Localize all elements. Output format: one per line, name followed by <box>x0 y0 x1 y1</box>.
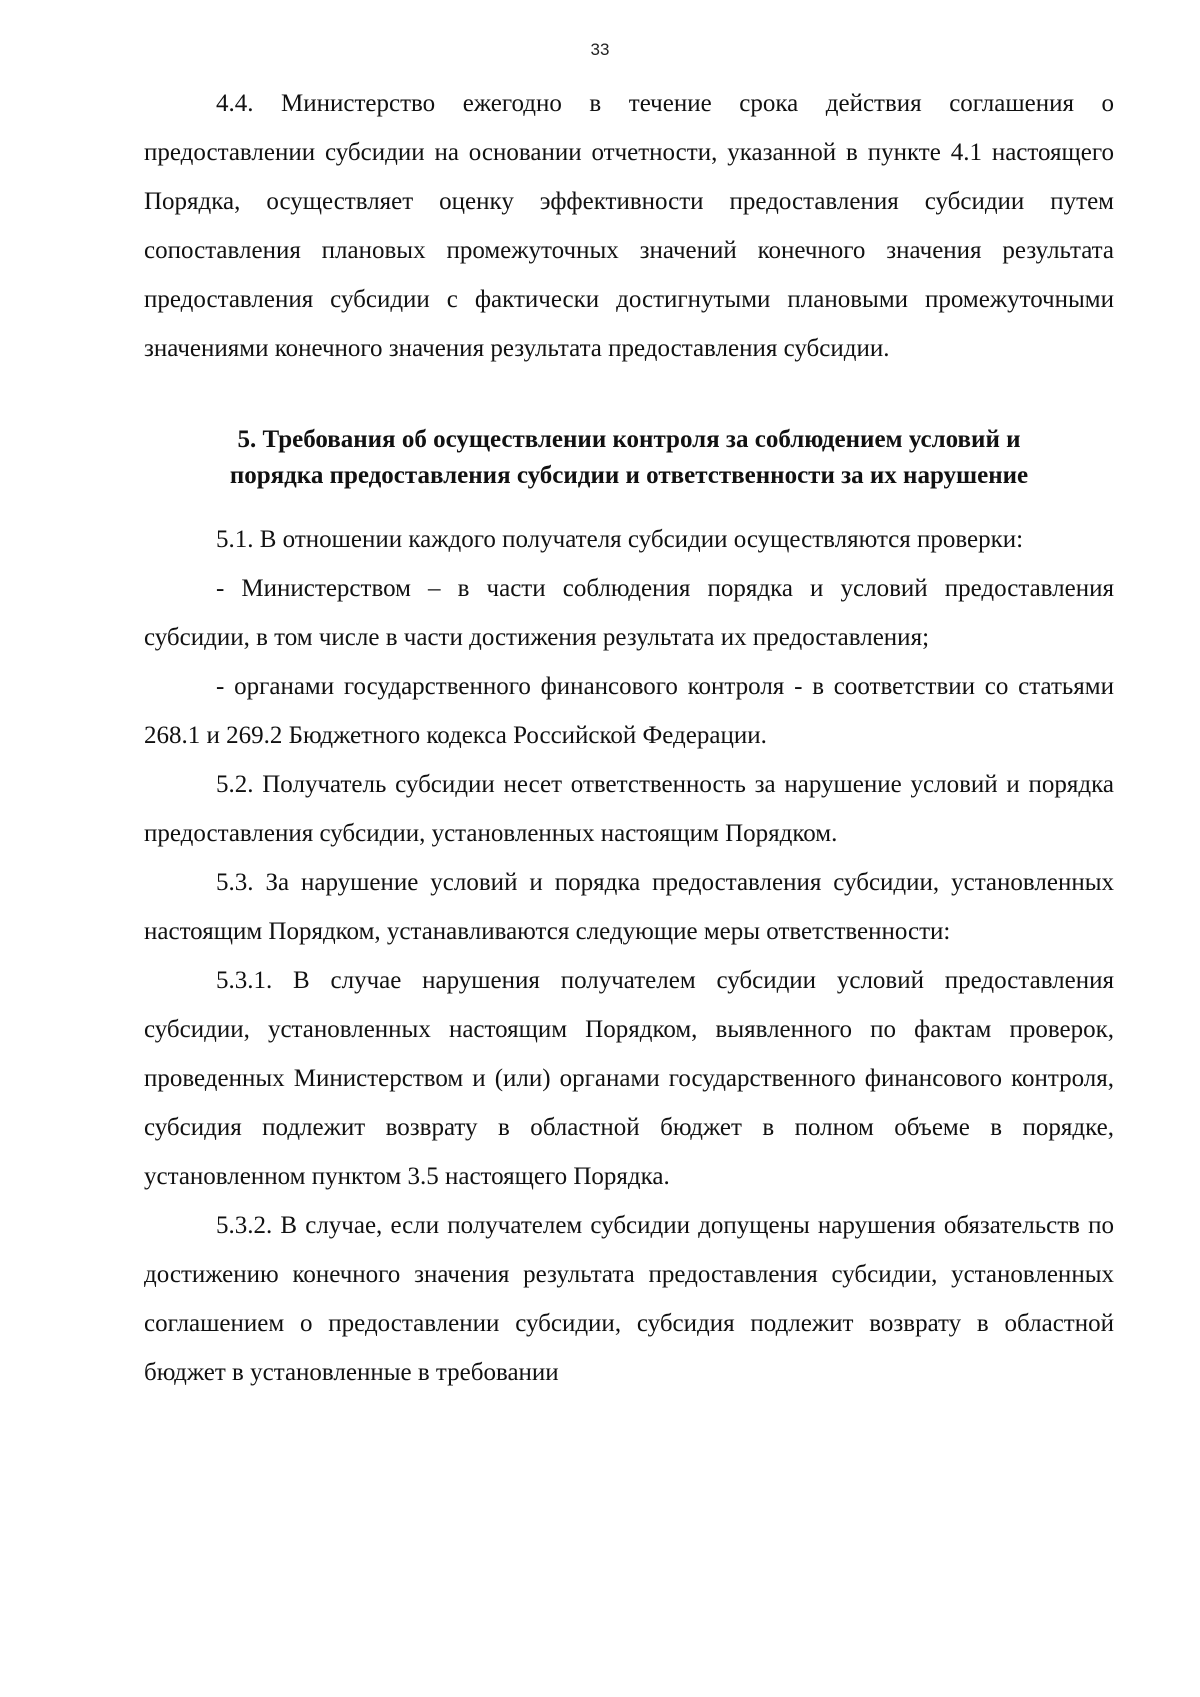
paragraph-5-1-ministry-checks: - Министерством – в части соблюдения порядка и условий предоставления субсидии, в том числе в части достижения результата их предоставления; <box>144 575 1114 651</box>
paragraph-5-1: 5.1. В отношении каждого получателя субсидии осуществляются проверки: <box>216 526 1024 553</box>
paragraph-4-4: 4.4. Министерство ежегодно в течение срока действия соглашения о предоставлении субсидии на основании отчетности, указанной в пункте 4.1 настоящего Порядка, осуществляет оценку эффективности предоставления субсидии путем сопоставления плановых промежуточных значений конечного значения результата предоставления субсидии с фактически достигнутыми плановыми промежуточными значениями конечного значения результата предоставления субсидии. <box>144 90 1114 362</box>
paragraph-5-2: 5.2. Получатель субсидии несет ответственность за нарушение условий и порядка предоставления субсидии, установленных настоящим Порядком. <box>144 771 1114 847</box>
paragraph-5-3-2: 5.3.2. В случае, если получателем субсидии допущены нарушения обязательств по достижению конечного значения результата предоставления субсидии, установленных соглашением о предоставлении субсидии, субсидия подлежит возврату в областной бюджет в установленные в требовании <box>144 1212 1114 1386</box>
section-5-heading-line-2: порядка предоставления субсидии и ответственности за их нарушение <box>229 462 1029 489</box>
page-number: 33 <box>590 40 610 59</box>
document-body <box>144 79 1114 1397</box>
section-5-heading-line-1: 5. Требования об осуществлении контроля за соблюдением условий и <box>237 426 1021 453</box>
paragraph-5-3-1: 5.3.1. В случае нарушения получателем субсидии условий предоставления субсидии, установленных настоящим Порядком, выявленного по фактам проверок, проведенных Министерством и (или) органами государственного финансового контроля, субсидия подлежит возврату в областной бюджет в полном объеме в порядке, установленном пунктом 3.5 настоящего Порядка. <box>144 967 1114 1190</box>
paragraph-5-1-financial-control: - органами государственного финансового контроля - в соответствии со статьями 268.1 и 269.2 Бюджетного кодекса Российской Федерации. <box>144 673 1114 749</box>
paragraph-5-3: 5.3. За нарушение условий и порядка предоставления субсидии, установленных настоящим Порядком, устанавливаются следующие меры ответственности: <box>144 869 1114 945</box>
section-5-heading <box>144 422 1114 494</box>
